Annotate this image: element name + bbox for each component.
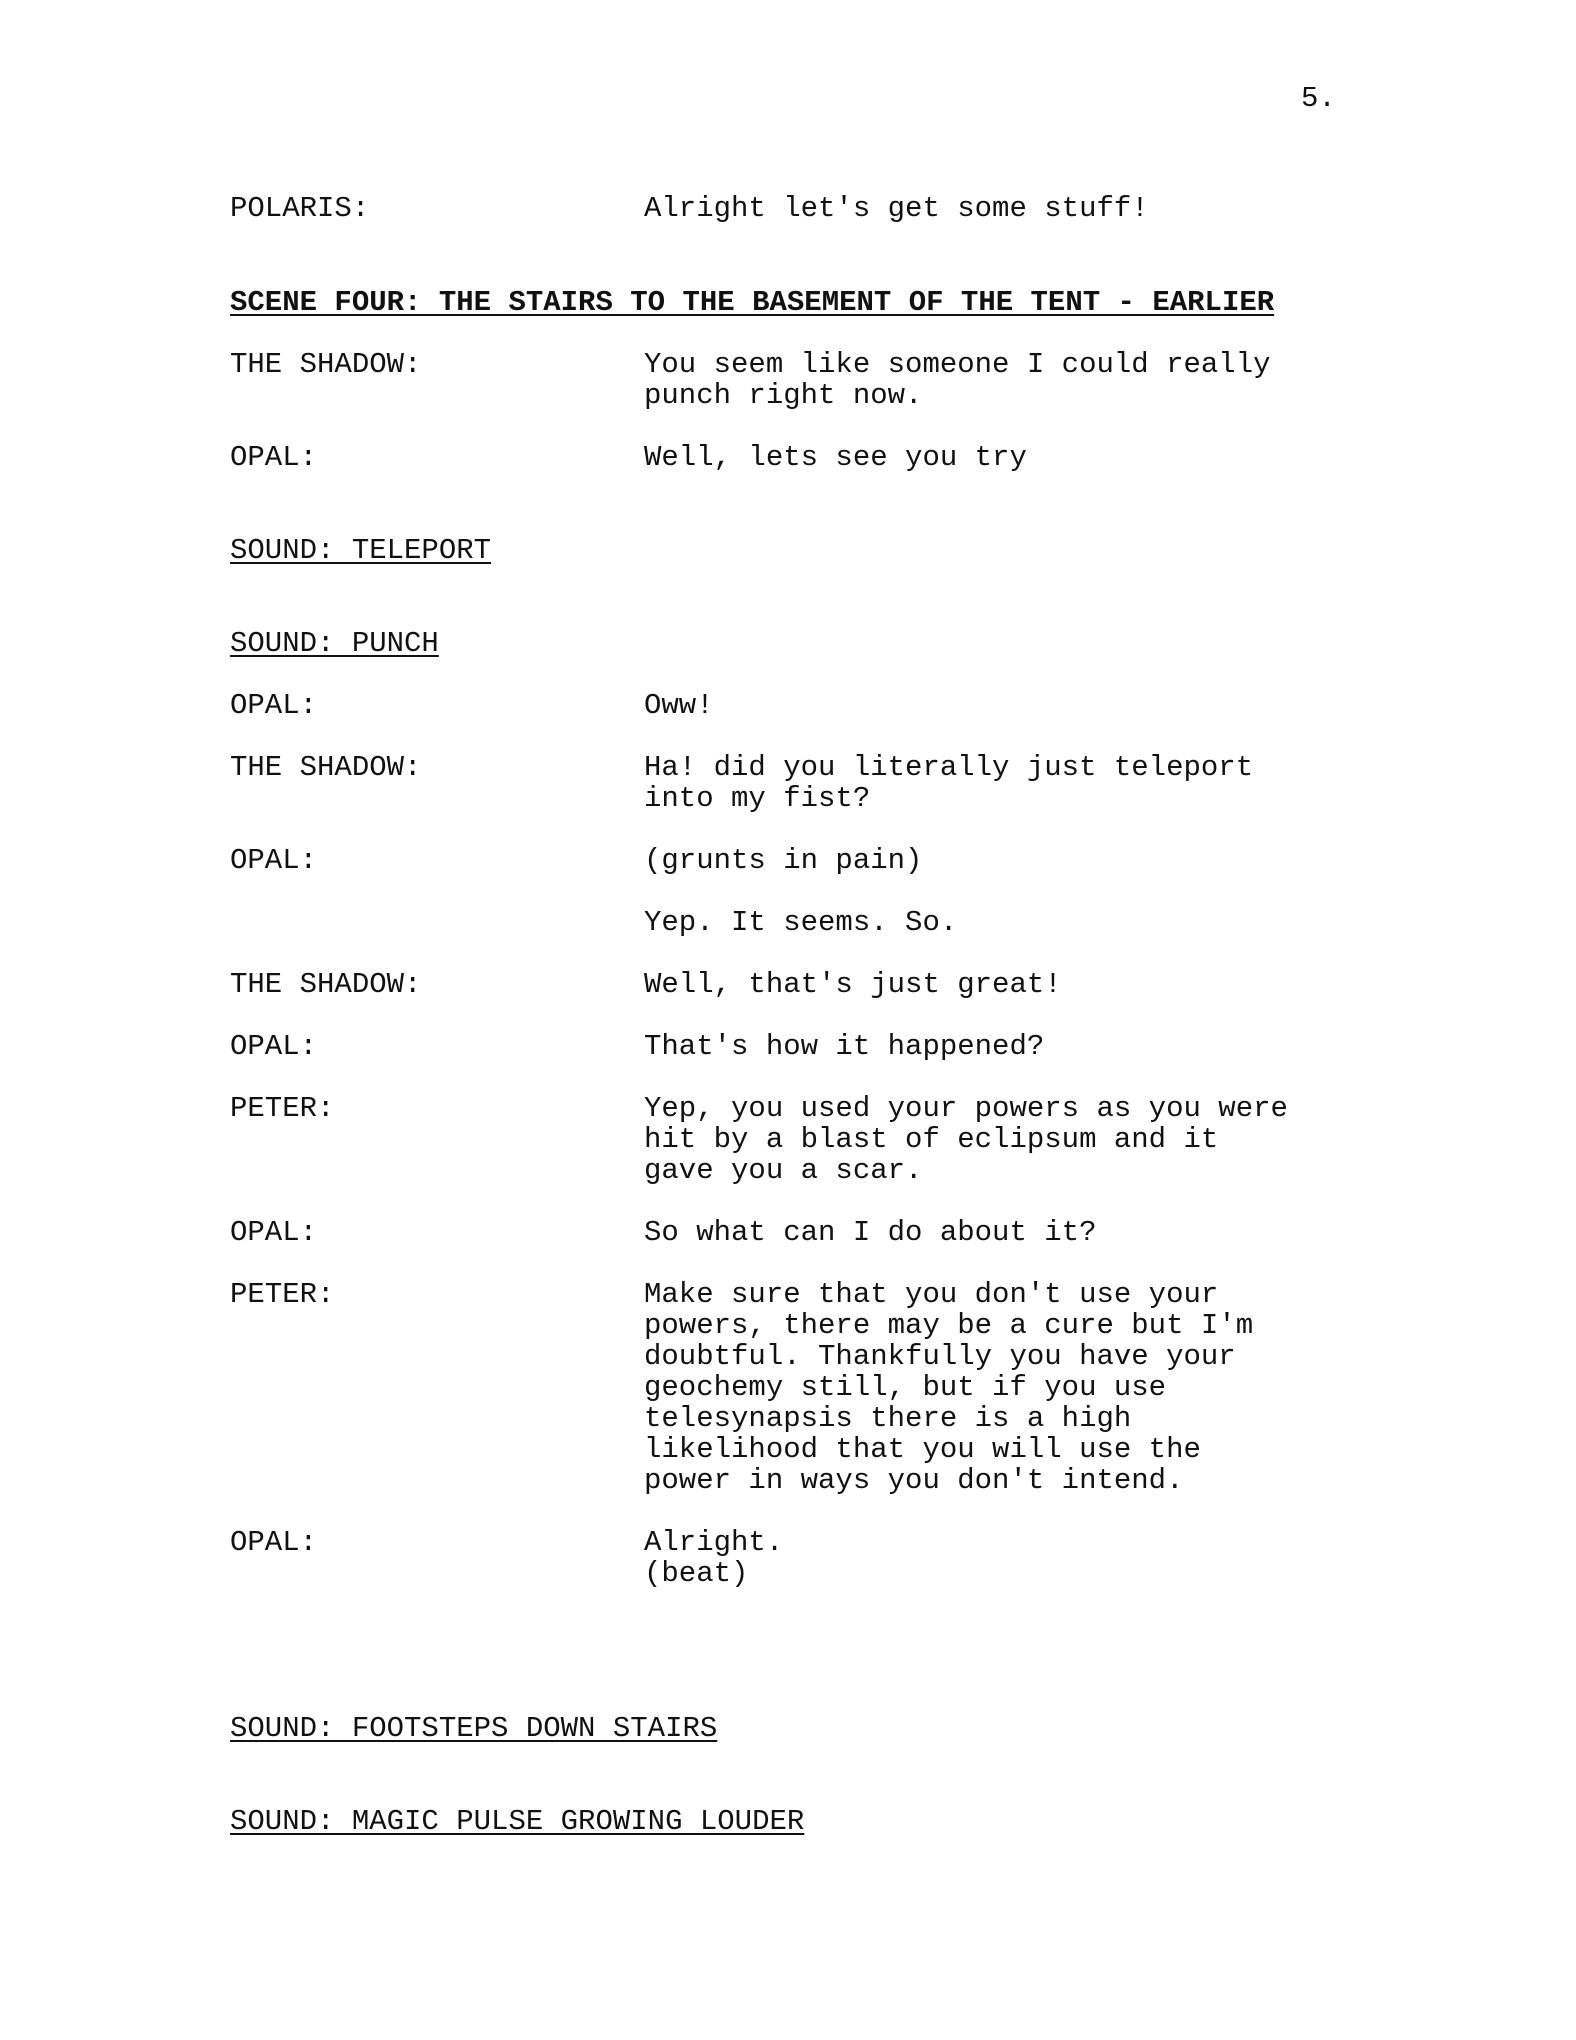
dialogue-line: powers, there may be a cure but I'm	[644, 1309, 1254, 1342]
sound-cue: SOUND: FOOTSTEPS DOWN STAIRS	[230, 1712, 718, 1745]
speaker-name: OPAL:	[230, 844, 318, 877]
dialogue-line: into my fist?	[644, 782, 871, 815]
dialogue-parenthetical: (beat)	[644, 1557, 749, 1590]
sound-cue: SOUND: TELEPORT	[230, 534, 492, 567]
speaker-name: POLARIS:	[230, 192, 370, 225]
dialogue-line: power in ways you don't intend.	[644, 1464, 1184, 1497]
dialogue-line: Oww!	[644, 689, 714, 722]
dialogue-line: Well, that's just great!	[644, 968, 1062, 1001]
dialogue-line: You seem like someone I could really	[644, 348, 1271, 381]
dialogue-line: telesynapsis there is a high	[644, 1402, 1132, 1435]
dialogue-line: Yep. It seems. So.	[644, 906, 958, 939]
dialogue-line: Make sure that you don't use your	[644, 1278, 1219, 1311]
dialogue-line: Yep, you used your powers as you were	[644, 1092, 1288, 1125]
dialogue-line: punch right now.	[644, 379, 923, 412]
speaker-name: THE SHADOW:	[230, 348, 422, 381]
speaker-name: OPAL:	[230, 1526, 318, 1559]
scene-heading: SCENE FOUR: THE STAIRS TO THE BASEMENT OF THE TENT - EARLIER	[230, 286, 1275, 319]
dialogue-line: gave you a scar.	[644, 1154, 923, 1187]
speaker-name: OPAL:	[230, 689, 318, 722]
speaker-name: OPAL:	[230, 441, 318, 474]
dialogue-line: likelihood that you will use the	[644, 1433, 1201, 1466]
dialogue-line: So what can I do about it?	[644, 1216, 1097, 1249]
speaker-name: OPAL:	[230, 1216, 318, 1249]
sound-cue: SOUND: PUNCH	[230, 627, 439, 660]
page-number: 5.	[1301, 82, 1336, 115]
speaker-name: PETER:	[230, 1092, 335, 1125]
sound-cue: SOUND: MAGIC PULSE GROWING LOUDER	[230, 1805, 805, 1838]
speaker-name: PETER:	[230, 1278, 335, 1311]
dialogue-parenthetical: (grunts in pain)	[644, 844, 923, 877]
dialogue-line: geochemy still, but if you use	[644, 1371, 1167, 1404]
dialogue-line: doubtful. Thankfully you have your	[644, 1340, 1236, 1373]
dialogue-line: hit by a blast of eclipsum and it	[644, 1123, 1219, 1156]
dialogue-line: Alright.	[644, 1526, 784, 1559]
dialogue-line: Well, lets see you try	[644, 441, 1027, 474]
dialogue-line: That's how it happened?	[644, 1030, 1045, 1063]
speaker-name: OPAL:	[230, 1030, 318, 1063]
dialogue-line: Ha! did you literally just teleport	[644, 751, 1254, 784]
speaker-name: THE SHADOW:	[230, 751, 422, 784]
speaker-name: THE SHADOW:	[230, 968, 422, 1001]
dialogue-line: Alright let's get some stuff!	[644, 192, 1149, 225]
